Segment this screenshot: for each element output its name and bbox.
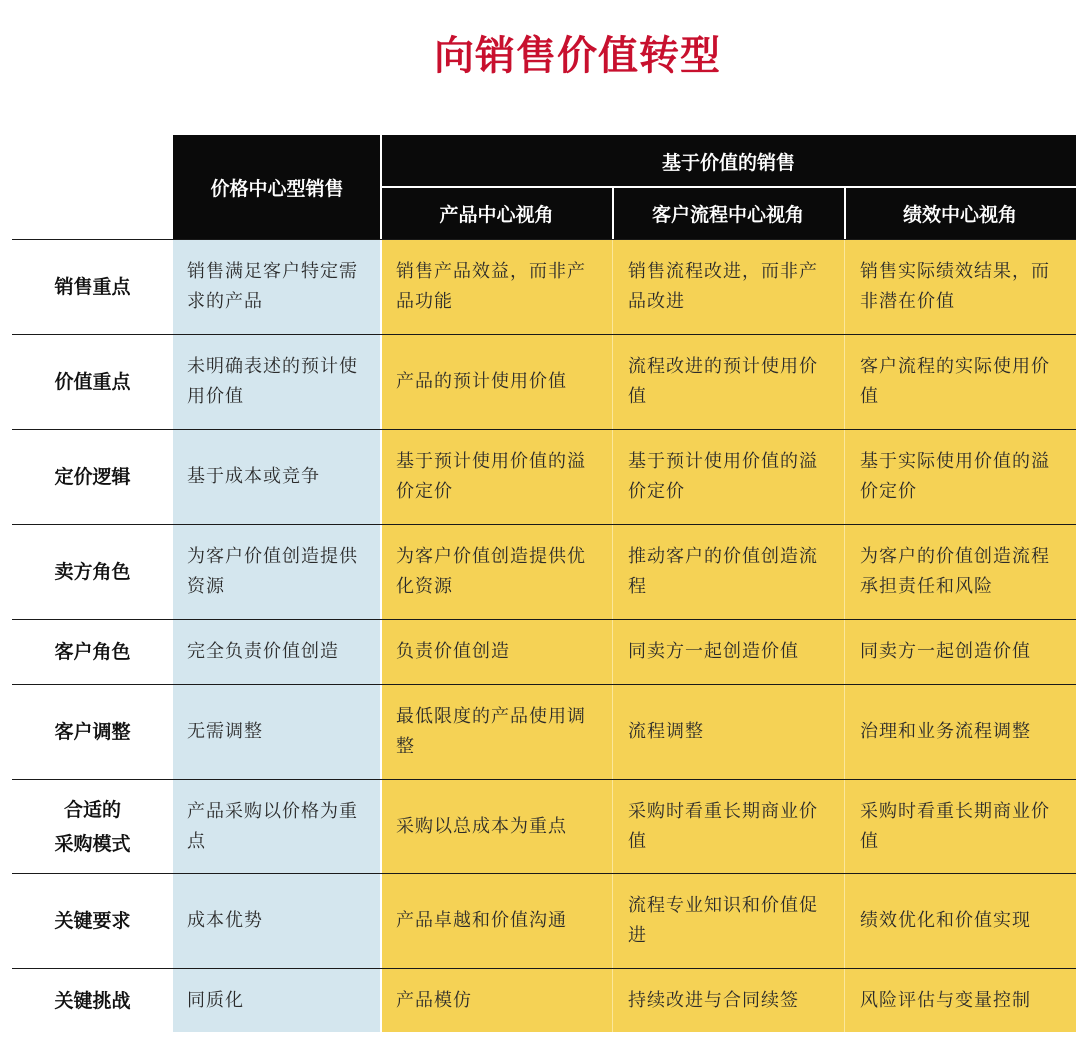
- header-process-centric: [612, 188, 844, 239]
- price-cell: 同质化: [187, 989, 244, 1011]
- price-cell: 完全负责价值创造: [187, 641, 339, 662]
- row-label: 销售重点: [54, 276, 131, 298]
- performance-cell: 绩效优化和价值实现: [860, 910, 1031, 931]
- price-cell: 未明确表述的预计使用价值: [187, 356, 358, 407]
- price-cell: 基于成本或竞争: [187, 466, 320, 487]
- header-process-centric-label: 客户流程中心视角: [651, 204, 804, 226]
- process-cell: 同卖方一起创造价值: [628, 641, 799, 662]
- header-performance-centric-label: 绩效中心视角: [902, 204, 1017, 226]
- process-cell: 基于预计使用价值的溢价定价: [628, 451, 818, 502]
- performance-cell: 基于实际使用价值的溢价定价: [860, 451, 1050, 502]
- row-label: 合适的 采购模式: [54, 798, 131, 855]
- page-title: 向销售价值转型: [434, 32, 721, 79]
- header-product-centric: [381, 188, 612, 239]
- price-cell: 无需调整: [187, 721, 263, 742]
- product-cell: 基于预计使用价值的溢价定价: [396, 451, 586, 502]
- header-value-based-sales: [381, 135, 1076, 187]
- performance-cell: 采购时看重长期商业价值: [860, 800, 1050, 852]
- header-value-based-label: 基于价值的销售: [661, 151, 795, 174]
- header-divider: [381, 186, 1076, 188]
- process-cell: 流程改进的预计使用价值: [628, 356, 818, 407]
- product-cell: 产品的预计使用价值: [396, 371, 567, 392]
- header-price-centered-label: 价格中心型销售: [210, 177, 344, 200]
- header-divider: [844, 188, 846, 239]
- performance-cell: 同卖方一起创造价值: [860, 641, 1031, 662]
- price-cell: 成本优势: [187, 910, 263, 931]
- price-cell: 销售满足客户特定需求的产品: [187, 261, 358, 312]
- process-cell: 推动客户的价值创造流程: [628, 546, 818, 597]
- product-cell: 最低限度的产品使用调整: [396, 706, 586, 757]
- product-cell: 产品卓越和价值沟通: [396, 910, 567, 931]
- product-cell: 为客户价值创造提供优化资源: [396, 546, 586, 597]
- performance-cell: 销售实际绩效结果，而非潜在价值: [860, 261, 1050, 312]
- process-cell: 流程调整: [628, 721, 704, 742]
- row-label: 关键挑战: [54, 989, 131, 1012]
- column-divider: [844, 240, 845, 1032]
- header-performance-centric: [844, 188, 1076, 239]
- header-divider: [612, 188, 614, 239]
- price-cell: 为客户价值创造提供资源: [187, 546, 358, 597]
- performance-cell: 风险评估与变量控制: [860, 989, 1031, 1011]
- row-label: 价值重点: [54, 371, 131, 393]
- column-divider: [612, 240, 613, 1032]
- product-cell: 产品模仿: [396, 989, 472, 1011]
- row-label: 客户角色: [54, 641, 131, 663]
- product-cell: 采购以总成本为重点: [396, 815, 567, 837]
- product-cell: 销售产品效益，而非产品功能: [396, 261, 586, 312]
- price-cell: 产品采购以价格为重点: [187, 800, 358, 852]
- header-price-centered-sales: [173, 135, 381, 239]
- row-label: 定价逻辑: [54, 466, 131, 488]
- process-cell: 持续改进与合同续签: [628, 989, 799, 1011]
- product-cell: 负责价值创造: [396, 641, 510, 662]
- row-label: 卖方角色: [54, 561, 131, 583]
- performance-cell: 治理和业务流程调整: [860, 721, 1031, 742]
- header-product-centric-label: 产品中心视角: [439, 204, 554, 226]
- process-cell: 采购时看重长期商业价值: [628, 800, 818, 852]
- performance-cell: 为客户的价值创造流程承担责任和风险: [860, 546, 1050, 597]
- row-label: 关键要求: [54, 910, 131, 932]
- process-cell: 流程专业知识和价值促进: [628, 895, 818, 946]
- row-label: 客户调整: [54, 721, 131, 743]
- process-cell: 销售流程改进，而非产品改进: [628, 261, 818, 312]
- performance-cell: 客户流程的实际使用价值: [860, 356, 1050, 407]
